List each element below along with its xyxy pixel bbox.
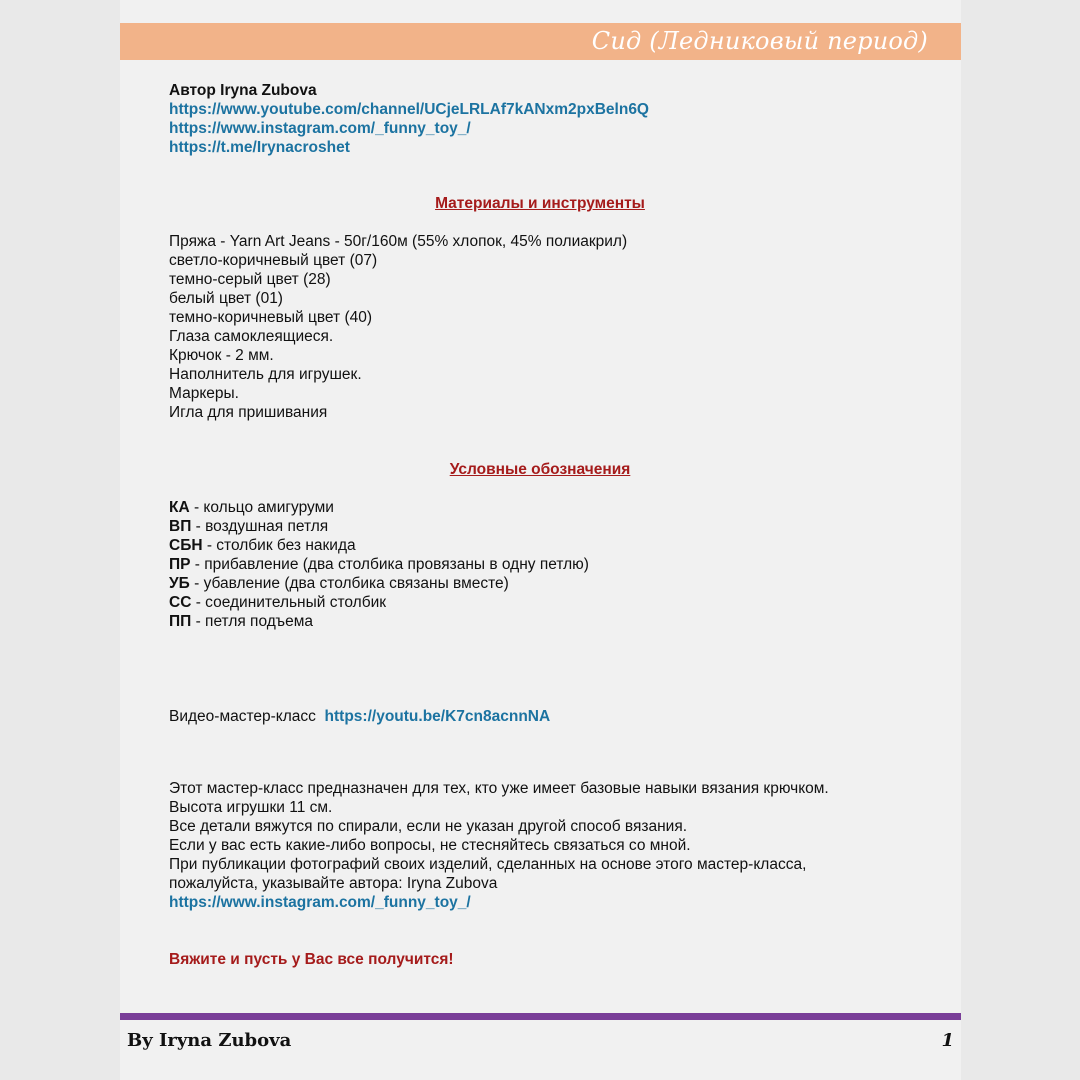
legend-desc: - кольцо амигуруми (189, 499, 334, 516)
legend-abbr: ВП (169, 518, 192, 535)
materials-item: Крючок - 2 мм. (169, 347, 274, 364)
video-link[interactable]: https://youtu.be/K7cn8acnnNA (324, 708, 551, 725)
legend-abbr: ПР (169, 556, 191, 573)
telegram-link[interactable]: https://t.me/Irynacroshet (169, 139, 350, 156)
header-band (120, 23, 961, 60)
legend-item (169, 574, 929, 593)
legend-item (169, 517, 929, 536)
materials-item: Глаза самоклеящиеся. (169, 328, 334, 345)
document-page (120, 0, 961, 1080)
content (169, 81, 929, 969)
legend-desc: - петля подъема (191, 613, 314, 630)
notes-instagram-link[interactable]: https://www.instagram.com/_funny_toy_/ (169, 894, 471, 911)
materials-list (169, 232, 929, 422)
legend-item (169, 536, 929, 555)
note-line: Этот мастер-класс предназначен для тех, кто уже имеет базовые навыки вязания крючком. (169, 780, 829, 797)
legend-desc: - соединительный столбик (191, 594, 387, 611)
legend-abbr: СС (169, 594, 192, 611)
materials-item: белый цвет (01) (169, 290, 283, 307)
materials-item: Маркеры. (169, 385, 239, 402)
materials-item: темно-серый цвет (28) (169, 271, 331, 288)
video-label: Видео-мастер-класс (169, 708, 316, 725)
materials-item: Наполнитель для игрушек. (169, 366, 362, 383)
page-number: 1 (941, 1030, 954, 1051)
legend-item (169, 498, 929, 517)
legend-abbr: УБ (169, 575, 190, 592)
note-line: Все детали вяжутся по спирали, если не указан другой способ вязания. (169, 818, 688, 835)
footer-author: By Iryna Zubova (127, 1030, 292, 1051)
legend-heading: Условные обозначения (449, 461, 631, 478)
author-line: Автор Iryna Zubova (169, 82, 317, 99)
author-block (169, 81, 929, 157)
materials-item: светло-коричневый цвет (07) (169, 252, 378, 269)
legend-desc: - столбик без накида (202, 537, 356, 554)
video-line (169, 707, 929, 726)
legend-item (169, 612, 929, 631)
legend-abbr: СБН (169, 537, 203, 554)
legend-abbr: КА (169, 499, 190, 516)
note-line: Высота игрушки 11 см. (169, 799, 333, 816)
note-line: Если у вас есть какие-либо вопросы, не стесняйтесь связаться со мной. (169, 837, 691, 854)
page-title: Сид (Ледниковый период) (591, 27, 928, 55)
legend-desc: - воздушная петля (191, 518, 329, 535)
legend-list (169, 498, 929, 631)
legend-item (169, 593, 929, 612)
note-line: пожалуйста, указывайте автора: Iryna Zubova (169, 875, 498, 892)
instagram-link[interactable]: https://www.instagram.com/_funny_toy_/ (169, 120, 471, 137)
materials-item: темно-коричневый цвет (40) (169, 309, 373, 326)
legend-item (169, 555, 929, 574)
legend-desc: - прибавление (два столбика провязаны в одну петлю) (190, 556, 589, 573)
legend-abbr: ПП (169, 613, 192, 630)
youtube-channel-link[interactable]: https://www.youtube.com/channel/UCjeLRLAf7kANxm2pxBeln6Q (169, 101, 649, 118)
notes-block (169, 779, 929, 912)
materials-heading: Материалы и инструменты (435, 195, 645, 212)
legend-desc: - убавление (два столбика связаны вместе) (189, 575, 509, 592)
materials-item: Пряжа - Yarn Art Jeans - 50г/160м (55% хлопок, 45% полиакрил) (169, 233, 628, 250)
materials-item: Игла для пришивания (169, 404, 328, 421)
footer-divider (120, 1013, 961, 1020)
closing-message: Вяжите и пусть у Вас все получится! (169, 951, 454, 968)
note-line: При публикации фотографий своих изделий, сделанных на основе этого мастер-класса, (169, 856, 807, 873)
